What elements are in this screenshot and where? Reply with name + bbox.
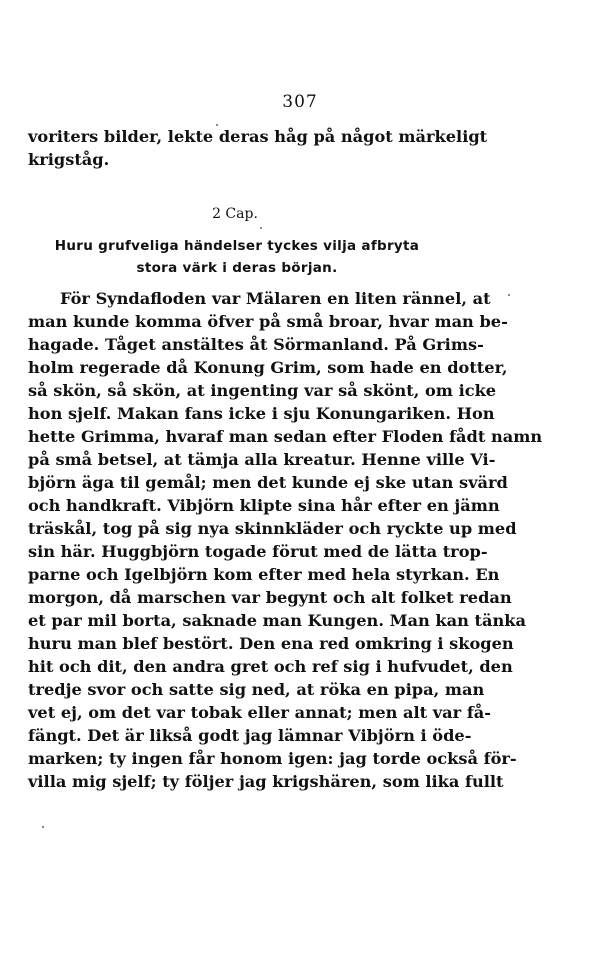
body-line: så skön, så skön, at ingenting var så skönt, om icke — [28, 381, 497, 400]
body-line: morgon, då marschen var begynt och alt folket redan — [28, 588, 512, 607]
text-line: voriters bilder, lekte deras håg på något märkeligt — [28, 127, 488, 146]
body-line: holm regerade då Konung Grim, som hade en dotter, — [28, 358, 508, 377]
body-line: träskål, tog på sig nya skinnkläder och ryckte up med — [28, 519, 517, 538]
body-line: och handkraft. Vibjörn klipte sina hår efter en jämn — [28, 496, 500, 515]
body-line: marken; ty ingen får honom igen: jag torde också för- — [28, 749, 517, 768]
paper-speck — [42, 826, 44, 828]
page-number: 307 — [282, 92, 318, 112]
chapter-heading-line: stora värk i deras början. — [136, 260, 338, 276]
chapter-heading-line: Huru grufveliga händelser tyckes vilja afbryta — [54, 238, 420, 254]
paper-speck — [216, 124, 218, 126]
paper-speck — [508, 294, 510, 296]
body-line: tredje svor och satte sig ned, at röka en pipa, man — [28, 680, 485, 699]
body-line: villa mig sjelf; ty följer jag krigshären, som lika fullt — [28, 772, 504, 791]
body-line: björn äga til gemål; men det kunde ej ske utan svärd — [28, 473, 508, 492]
body-line: på små betsel, at tämja alla kreatur. Henne ville Vi- — [28, 450, 496, 469]
body-line: hit och dit, den andra gret och ref sig i hufvudet, den — [28, 657, 513, 676]
text-line: krigståg. — [28, 150, 110, 169]
body-line: fängt. Det är likså godt jag lämnar Vibjörn i öde- — [28, 726, 472, 745]
body-line: man kunde komma öfver på små broar, hvar man be- — [28, 312, 508, 331]
body-line: För Syndafloden var Mälaren en liten rännel, at — [60, 289, 491, 308]
body-line: hon sjelf. Makan fans icke i sju Konungariken. Hon — [28, 404, 495, 423]
chapter-label: 2 Cap. — [212, 206, 258, 222]
body-line: vet ej, om det var tobak eller annat; men alt var få- — [28, 703, 492, 722]
body-line: hette Grimma, hvaraf man sedan efter Floden fådt namn — [28, 427, 543, 446]
body-line: hagade. Tåget anstältes åt Sörmanland. På Grims- — [28, 335, 484, 354]
body-line: sin här. Huggbjörn togade förut med de lätta trop- — [28, 542, 488, 561]
body-line: et par mil borta, saknade man Kungen. Man kan tänka — [28, 611, 526, 630]
body-line: parne och Igelbjörn kom efter med hela styrkan. En — [28, 565, 500, 584]
paper-speck — [260, 227, 262, 229]
body-line: huru man blef bestört. Den ena red omkring i skogen — [28, 634, 514, 653]
